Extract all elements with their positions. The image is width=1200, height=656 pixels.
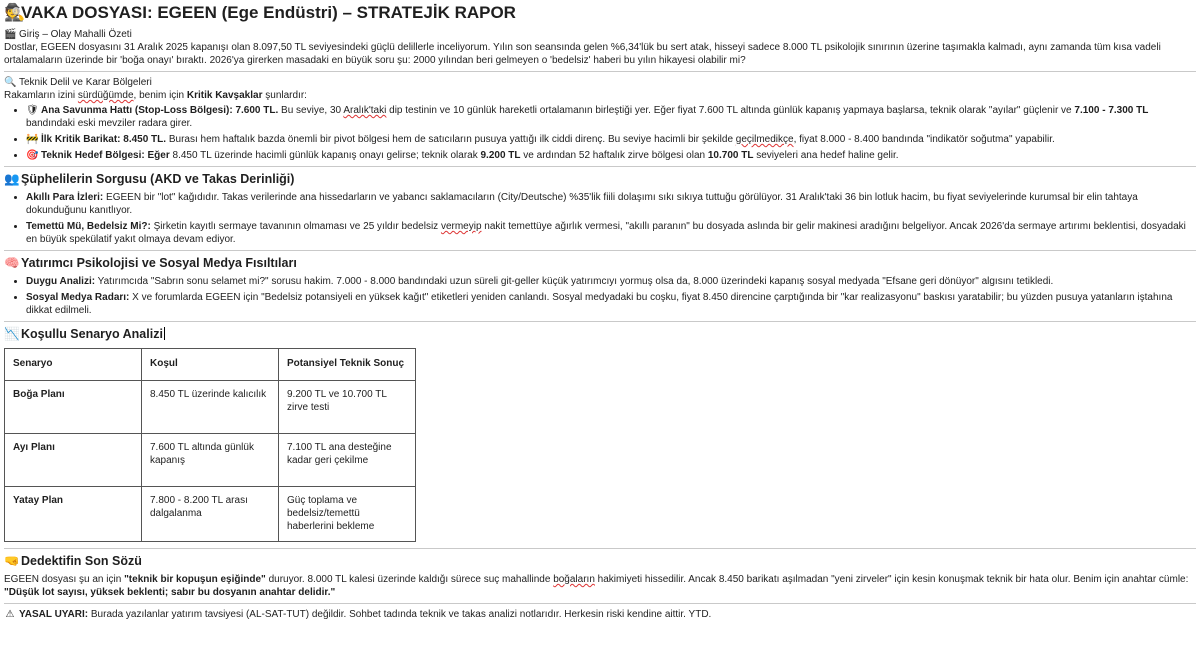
divider — [4, 321, 1196, 322]
technical-lead: Rakamların izini sürdüğümde, benim için Kritik Kavşaklar şunlardır: — [4, 90, 307, 101]
divider — [4, 603, 1196, 604]
suspects-heading: 👥Şüphelilerin Sorgusu (AKD ve Takas Derinliği) — [4, 171, 295, 186]
list-item: • Sosyal Medya Radarı: X ve forumlarda EGEEN için "Bedelsiz potansiyeli en yüksek kağıt" etiketleri yeniden canlandı. Sosyal medyadaki bu coşku, fiyat 8.450 direncine çarptığında bir "kar realizasyonu" baskısı yaratabilir; bu yüzden pusuya yatanların iştahına dikkat edilmeli. — [26, 291, 1196, 317]
list-item: • Temettü Mü, Bedelsiz Mi?: Şirketin kayıtlı sermaye tavanının olmaması ve 25 yıldır bedelsiz vermeyip nakit temettüye ağırlık vermesi, "akıllı paranın" bu dosyada aslında bir gelir makinesi aradığını belgeliyor. Ancak 2026'da sermaye artırımı beklentisi, dosyadaki en büyük spekülatif yakıt olmaya devam ediyor. — [26, 220, 1196, 246]
suspects-list — [4, 191, 1196, 246]
intro-text: Dostlar, EGEEN dosyasını 31 Aralık 2025 kapanışı olan 8.097,50 TL seviyesindeki güçlü delillerle inceliyorum. Yılın son seansında gelen %6,34'lük bu sert atak, hisseyi sadece 8.000 TL psikolojik sınırının üzerine taşımakla kalmadı, aynı zamanda tüm kısa vadeli ortalamaların üzerinde bir 'boğa onayı' bıraktı. 2026'ya girerken masadaki en büyük soru şu: 2000 yılından beri gelmeyen o 'bedelsiz' haberi bu yılın hikayesi olabilir mi? — [4, 42, 1161, 66]
page-title: 🕵VAKA DOSYASI: EGEEN (Ege Endüstri) – STRATEJİK RAPOR — [4, 3, 516, 23]
intro-heading: 🎬 Giriş – Olay Mahalli Özeti — [4, 29, 132, 40]
magnifier-icon: 🔍 — [4, 77, 17, 88]
table-row — [5, 434, 416, 487]
psychology-heading: 🧠Yatırımcı Psikolojisi ve Sosyal Medya Fısıltıları — [4, 255, 297, 270]
table-header-cell: Senaryo — [5, 349, 142, 381]
warning-icon: ⚠ — [5, 609, 15, 620]
chart-down-icon: 📉 — [4, 326, 20, 341]
brain-icon: 🧠 — [4, 255, 20, 270]
table-cell: Boğa Planı — [5, 381, 142, 434]
final-text: EGEEN dosyası şu an için "teknik bir kopuşun eşiğinde" duruyor. 8.000 TL kalesi üzerinde kaldığı sürece suç mahallinde boğaların hakimiyeti hissedilir. Ancak 8.450 barikatı aşılmadan "yeni zirveler" için kesin konuşmak teknik bir hata olur. Benim için anahtar cümle: "Düşük lot sayısı, yüksek beklenti; sabır bu dosyanın anahtar delidir." — [4, 574, 1189, 598]
divider — [4, 166, 1196, 167]
technical-list — [4, 104, 1196, 162]
scenario-heading: 📉Koşullu Senaryo Analizi — [4, 326, 163, 341]
table-header-cell: Potansiyel Teknik Sonuç — [279, 349, 416, 381]
final-heading: 🤜Dedektifin Son Sözü — [4, 553, 142, 568]
barrier-icon: 🚧 — [26, 134, 39, 145]
list-item: • 🚧 İlk Kritik Barikat: 8.450 TL. Burası hem haftalık bazda önemli bir pivot bölgesi hem de satıcıların pusuya yattığı ilk ciddi direnç. Bu seviye hacimli bir şekilde geçilmedikçe, fiyat 8.000 - 8.400 bandında "indikatör soğutma" yapabilir. — [26, 133, 1196, 146]
table-header-cell: Koşul — [142, 349, 279, 381]
text-cursor — [164, 327, 165, 340]
table-row — [5, 381, 416, 434]
list-item: • 🛡 Ana Savunma Hattı (Stop-Loss Bölgesi): 7.600 TL. Bu seviye, 30 Aralık'taki dip testinin ve 10 günlük hareketli ortalamanın birleştiği yer. Eğer fiyat 7.600 TL altında günlük kapanış yapmaya başlarsa, teknik olarak "ayılar" güçlenir ve 7.100 - 7.300 TL bandındaki eski mevziler radara girer. — [26, 104, 1196, 130]
table-cell: Güç toplama ve bedelsiz/temettü haberlerini bekleme — [279, 487, 416, 542]
table-cell: 7.600 TL altında günlük kapanış — [142, 434, 279, 487]
scenario-table — [4, 348, 416, 542]
divider — [4, 250, 1196, 251]
divider — [4, 71, 1196, 72]
technical-heading: 🔍 Teknik Delil ve Karar Bölgeleri — [4, 77, 152, 88]
table-row — [5, 487, 416, 542]
table-cell: 9.200 TL ve 10.700 TL zirve testi — [279, 381, 416, 434]
silhouettes-icon: 👥 — [4, 171, 20, 186]
table-cell: 7.100 TL ana desteğine kadar geri çekilme — [279, 434, 416, 487]
target-icon: 🎯 — [26, 150, 39, 161]
clapperboard-icon: 🎬 — [4, 29, 17, 40]
psychology-list — [4, 275, 1196, 317]
table-cell: 8.450 TL üzerinde kalıcılık — [142, 381, 279, 434]
list-item: • Duygu Analizi: Yatırımcıda "Sabrın sonu selamet mi?" sorusu hakim. 7.000 - 8.000 bandındaki uzun süreli git-geller küçük yatırımcıyı yormuş olsa da, 8.000 üzerindeki kapanış sosyal medyada "Efsane geri dönüyor" algısını tetikledi. — [26, 275, 1196, 288]
table-cell: Yatay Plan — [5, 487, 142, 542]
list-item: • Akıllı Para İzleri: EGEEN bir "lot" kağıdıdır. Takas verilerinde ana hissedarların ve yabancı saklamacıların (City/Deutsche) %35'lik fiili dolaşımı sıkı sıkıya tuttuğu görülüyor. 31 Aralık'taki 36 bin lotluk hacim, bu fiyat seviyelerinde kurumsal bir elin tahtaya dokunduğunu kanıtlıyor. — [26, 191, 1196, 217]
divider — [4, 548, 1196, 549]
disclaimer: ⚠ YASAL UYARI: Burada yazılanlar yatırım tavsiyesi (AL-SAT-TUT) değildir. Sohbet tadında teknik ve takas analizi notlarıdır. Herkesin riski kendine aittir. YTD. — [5, 609, 712, 620]
fist-icon: 🤜 — [4, 553, 20, 568]
detective-icon: 🕵 — [4, 3, 26, 23]
table-cell: Ayı Planı — [5, 434, 142, 487]
shield-icon: 🛡 — [26, 105, 39, 116]
table-cell: 7.800 - 8.200 TL arası dalgalanma — [142, 487, 279, 542]
table-header-row — [5, 349, 416, 381]
list-item: • 🎯 Teknik Hedef Bölgesi: Eğer 8.450 TL üzerinde hacimli günlük kapanış onayı gelirse; teknik olarak 9.200 TL ve ardından 52 haftalık zirve bölgesi olan 10.700 TL seviyeleri ana hedef haline gelir. — [26, 149, 1196, 162]
